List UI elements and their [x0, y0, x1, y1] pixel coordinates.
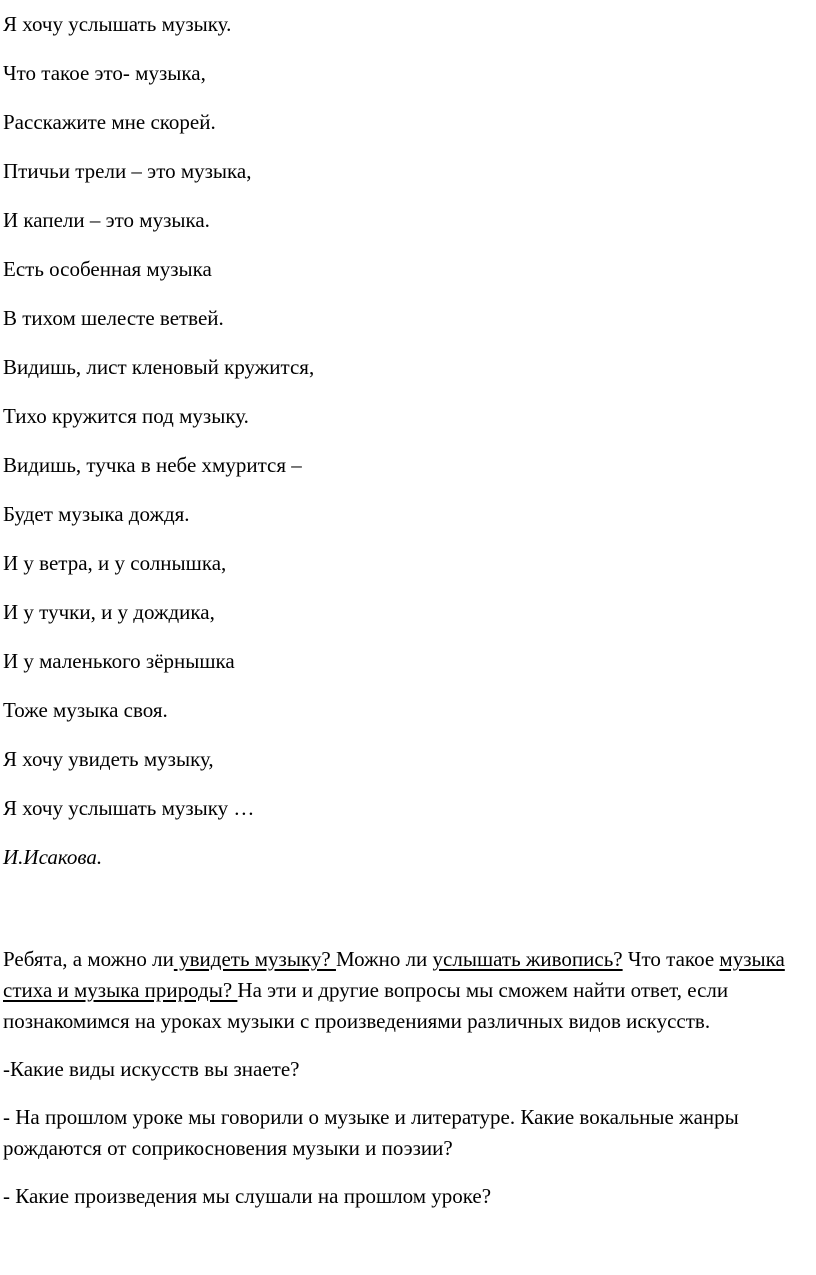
poem-line: И у тучки, и у дождика, — [3, 600, 215, 624]
poem-line: Расскажите мне скорей. — [3, 110, 216, 134]
underlined-phrase-see-music: увидеть музыку? — [173, 947, 336, 971]
poem-line: Тоже музыка своя. — [3, 698, 168, 722]
question-paragraph: - На прошлом уроке мы говорили о музыке и литературе. Какие вокальные жанры рождаются от соприкосновения музыки и поэзии? — [3, 1105, 739, 1160]
question-paragraph: -Какие виды искусств вы знаете? — [3, 1057, 300, 1081]
underlined-phrase-hear-painting: услышать живопись? — [432, 947, 623, 971]
poem — [3, 0, 803, 882]
poem-line: И у маленького зёрнышка — [3, 649, 235, 673]
poem-line: Видишь, лист кленовый кружится, — [3, 355, 315, 379]
question-paragraph: - Какие произведения мы слушали на прошлом уроке? — [3, 1184, 492, 1208]
poem-line: Я хочу услышать музыку … — [3, 796, 255, 820]
intro-text: Можно ли — [335, 947, 433, 971]
poem-line: И у ветра, и у солнышка, — [3, 551, 227, 575]
underlined-phrase-music-of-verse: музыка стиха и музыка природы? — [3, 947, 785, 1002]
poem-line: Тихо кружится под музыку. — [3, 404, 249, 428]
intro-text: Ребята, а можно ли — [3, 947, 174, 971]
poem-line: Есть особенная музыка — [3, 257, 212, 281]
poem-line: Будет музыка дождя. — [3, 502, 190, 526]
poem-author: И.Исакова. — [3, 845, 103, 869]
poem-line: Что такое это- музыка, — [3, 61, 206, 85]
poem-line: Птичьи трели – это музыка, — [3, 159, 252, 183]
poem-line: Я хочу услышать музыку. — [3, 12, 232, 36]
lesson-text — [3, 944, 803, 1229]
poem-line: И капели – это музыка. — [3, 208, 210, 232]
intro-text: Что такое — [622, 947, 720, 971]
poem-line: Видишь, тучка в небе хмурится – — [3, 453, 302, 477]
poem-line: Я хочу увидеть музыку, — [3, 747, 214, 771]
poem-line: В тихом шелесте ветвей. — [3, 306, 224, 330]
intro-paragraph — [3, 944, 803, 1037]
intro-text: На эти и другие вопросы мы сможем найти ответ, если познакомимся на уроках музыки с произведениями различных видов искусств. — [3, 978, 729, 1033]
